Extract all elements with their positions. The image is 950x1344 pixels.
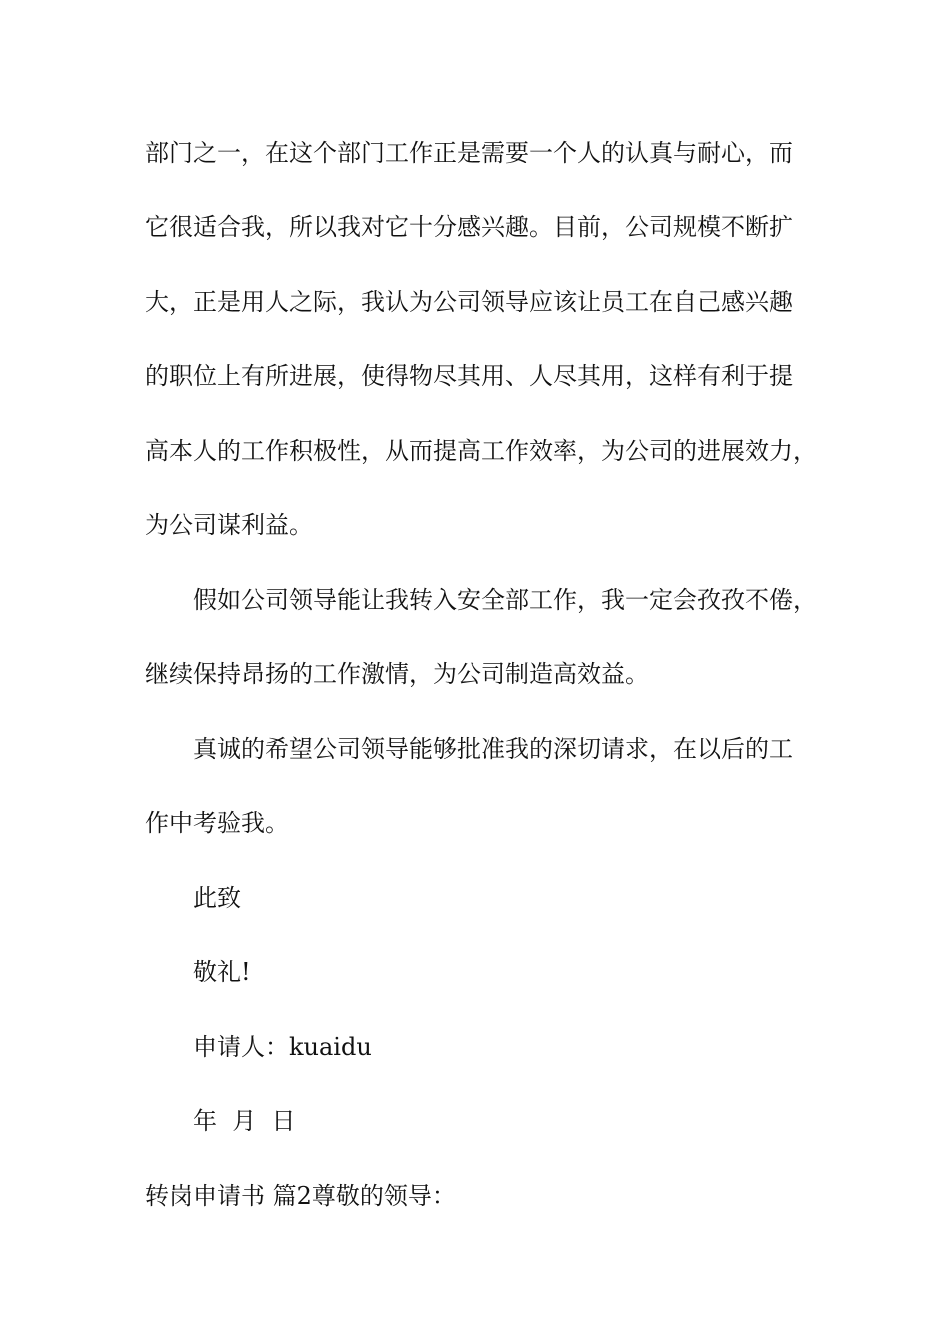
closing-salutation: 此致 — [193, 884, 241, 912]
paragraph-line: 高本人的工作积极性，从而提高工作效率，为公司的进展效力， — [145, 437, 817, 465]
closing-regards: 敬礼! — [193, 958, 251, 986]
date-line: 年 月 日 — [193, 1107, 296, 1135]
paragraph-line: 假如公司领导能让我转入安全部工作，我一定会孜孜不倦， — [193, 586, 817, 614]
paragraph-line: 部门之一，在这个部门工作正是需要一个人的认真与耐心，而 — [145, 139, 793, 167]
paragraph-line: 为公司谋利益。 — [145, 511, 313, 539]
paragraph-line: 大，正是用人之际，我认为公司领导应该让员工在自己感兴趣 — [145, 288, 793, 316]
paragraph-line: 它很适合我，所以我对它十分感兴趣。目前，公司规模不断扩 — [145, 213, 793, 241]
paragraph-line: 继续保持昂扬的工作激情，为公司制造高效益。 — [145, 660, 649, 688]
paragraph-line: 作中考验我。 — [145, 809, 289, 837]
paragraph-line: 真诚的希望公司领导能够批准我的深切请求，在以后的工 — [193, 735, 793, 763]
applicant-signature: 申请人：kuaidu — [193, 1033, 372, 1061]
paragraph-line: 的职位上有所进展，使得物尽其用、人尽其用，这样有利于提 — [145, 362, 793, 390]
section-heading: 转岗申请书 篇2尊敬的领导： — [145, 1182, 456, 1210]
